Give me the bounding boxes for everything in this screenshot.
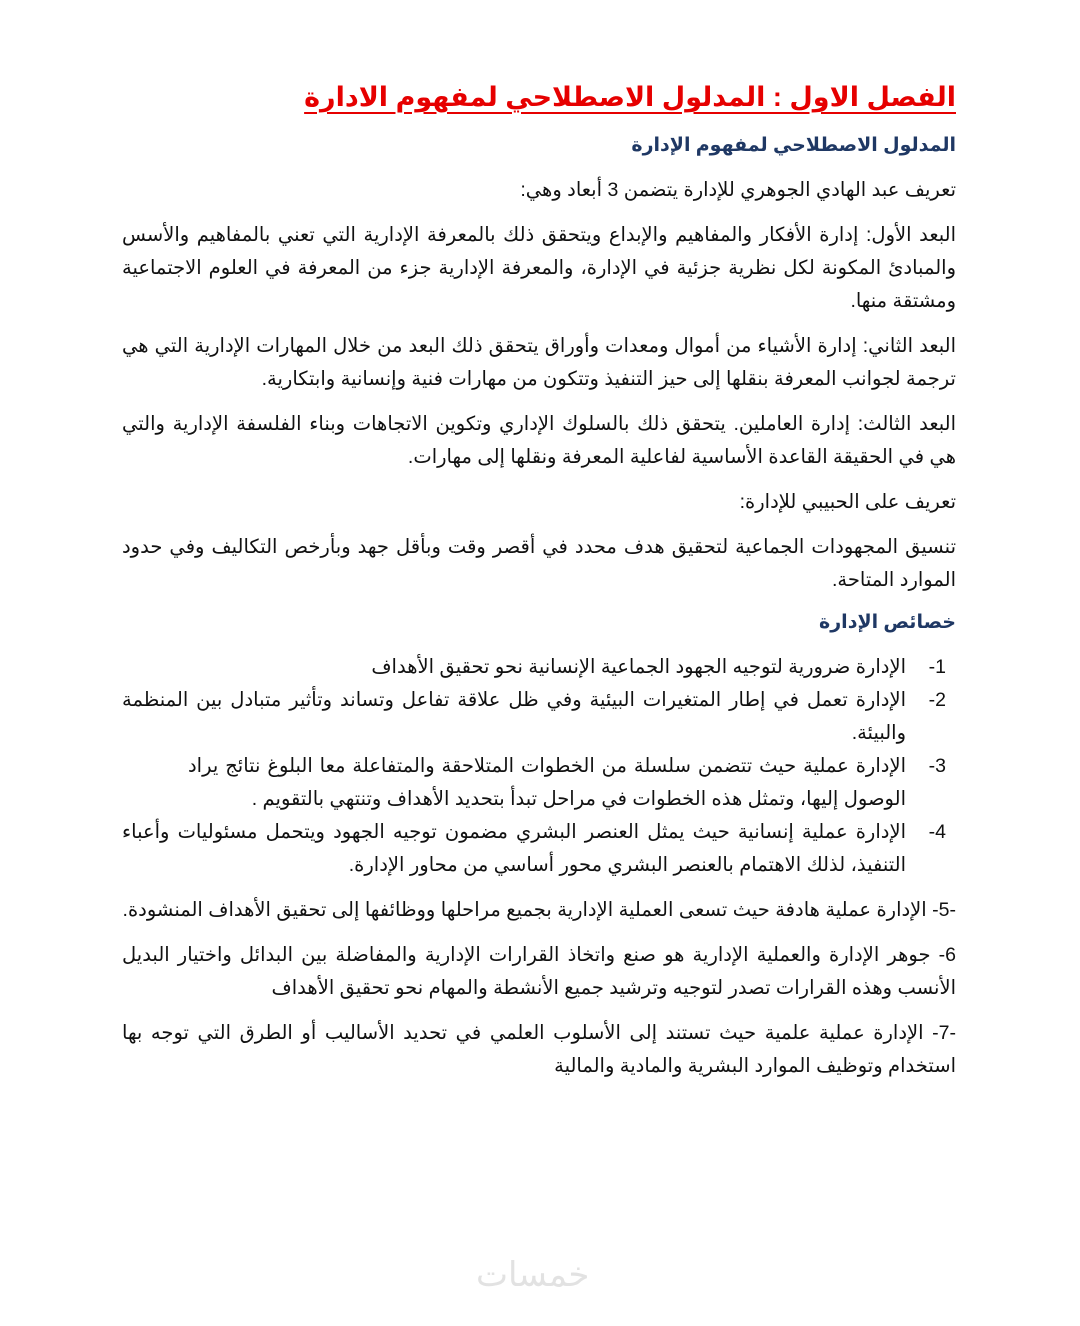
definition-2-intro: تعريف على الحبيبي للإدارة: — [739, 491, 956, 513]
list-item — [122, 750, 956, 816]
section-title-characteristics: خصائص الإدارة — [819, 612, 956, 633]
list-item-text: الإدارة عملية إنسانية حيث يمثل العنصر البشري مضمون توجيه الجهود ويتحمل مسئوليات وأعباء التنفيذ، لذلك الاهتمام بالعنصر البشري محور أساسي من محاور الإدارة. — [122, 821, 906, 876]
document-page — [122, 78, 956, 1095]
list-item — [122, 651, 956, 684]
characteristic-5-paragraph: -5- الإدارة عملية هادفة حيث تسعى العملية الإدارية بجميع مراحلها ووظائفها إلى تحقيق الأهداف المنشودة. — [122, 899, 956, 921]
list-item-number: 2- — [928, 689, 946, 711]
list-item-text: الإدارة ضرورية لتوجيه الجهود الجماعية الإنسانية نحو تحقيق الأهداف — [371, 656, 906, 678]
dimension-1-paragraph: البعد الأول: إدارة الأفكار والمفاهيم والإبداع ويتحقق ذلك بالمعرفة الإدارية التي تعني بالمفاهيم والأسس والمبادئ المكونة لكل نظرية جزئية في الإدارة، والمعرفة الإدارية جزء من المعرفة في العلوم الاجتماعية ومشتقة منها. — [122, 224, 956, 312]
list-item-number: 1- — [928, 656, 946, 678]
list-item-number: 4- — [928, 821, 946, 843]
list-item-text: الإدارة عملية حيث تتضمن سلسلة من الخطوات المتلاحقة والمتفاعلة معا البلوغ نتائج يراد الوصول إليها، وتمثل هذه الخطوات في مراحل تبدأ بتحديد الأهداف وتنتهي بالتقويم . — [188, 755, 906, 810]
definition-1-intro: تعريف عبد الهادي الجوهري للإدارة يتضمن 3 أبعاد وهي: — [520, 179, 956, 201]
characteristics-list — [122, 651, 956, 882]
list-item-text: الإدارة تعمل في إطار المتغيرات البيئية وفي ظل علاقة تفاعل وتساند وتأثير متبادل بين المنظمة والبيئة. — [122, 689, 906, 744]
dimension-2-paragraph: البعد الثاني: إدارة الأشياء من أموال ومعدات وأوراق يتحقق ذلك البعد من خلال المهارات الإدارية التي هي ترجمة لجوانب المعرفة بنقلها إلى حيز التنفيذ وتتكون من مهارات فنية وإنسانية وابتكارية. — [122, 335, 956, 390]
characteristic-7-paragraph: -7- الإدارة عملية علمية حيث تستند إلى الأسلوب العلمي في تحديد الأساليب أو الطرق التي توجه بها استخدام وتوظيف الموارد البشرية والمادية والمالية — [122, 1022, 956, 1077]
dimension-3-paragraph: البعد الثالث: إدارة العاملين. يتحقق ذلك بالسلوك الإداري وتكوين الاتجاهات وبناء الفلسفة الإدارية والتي هي في الحقيقة القاعدة الأساسية لفاعلية المعرفة ونقلها إلى مهارات. — [122, 413, 956, 468]
watermark-logo: خمسات — [476, 1255, 590, 1295]
list-item-number: 3- — [928, 755, 946, 777]
list-item — [122, 816, 956, 882]
characteristic-6-paragraph: 6- جوهر الإدارة والعملية الإدارية هو صنع واتخاذ القرارات الإدارية والمفاضلة بين البدائل واختيار البديل الأنسب وهذه القرارات تصدر لتوجيه وترشيد جميع الأنشطة والمهام نحو تحقيق الأهداف — [122, 944, 956, 999]
section-title-definition: المدلول الاصطلاحي لمفهوم الإدارة — [631, 135, 956, 156]
definition-2-text: تنسيق المجهودات الجماعية لتحقيق هدف محدد في أقصر وقت وبأقل جهد وبأرخص التكاليف وفي حدود الموارد المتاحة. — [122, 536, 956, 591]
chapter-title: الفصل الاول : المدلول الاصطلاحي لمفهوم الادارة — [304, 82, 956, 112]
list-item — [122, 684, 956, 750]
